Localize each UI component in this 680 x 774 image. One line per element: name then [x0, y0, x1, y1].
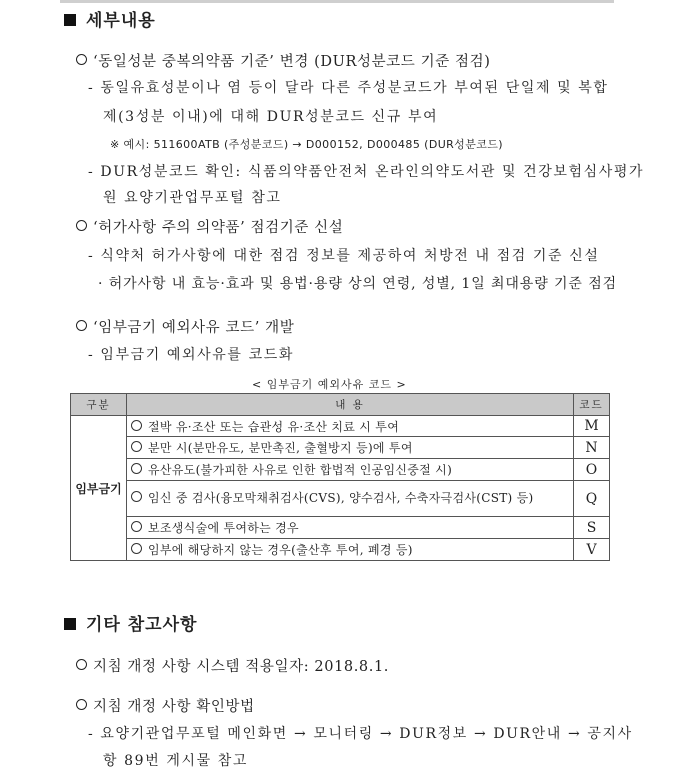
- item-detail-line: 원 요양기관업무포털 참고: [103, 190, 282, 206]
- item-title: [76, 695, 255, 716]
- item-title-text: ‘임부금기 예외사유 코드’ 개발: [93, 320, 295, 336]
- example-note: ※ 예시: 511600ATB (주성분코드) → D000152, D000485 (DUR성분코드): [110, 138, 503, 151]
- circle-icon: [131, 420, 142, 431]
- item-title: [76, 655, 389, 676]
- table-caption: < 임부금기 예외사유 코드 >: [252, 378, 407, 391]
- item-detail-line: 제(3성분 이내)에 대해 DUR성분코드 신규 부여: [103, 109, 439, 125]
- header-code: 코드: [574, 394, 610, 416]
- row-code: Q: [574, 481, 610, 517]
- item-title-text: 지침 개정 사항 확인방법: [93, 699, 255, 715]
- circle-bullet-icon: [76, 54, 87, 65]
- row-text: 보조생식술에 투여하는 경우: [148, 521, 299, 535]
- square-bullet-icon: [64, 618, 76, 630]
- top-divider: [60, 0, 614, 3]
- item-title-text: ‘허가사항 주의 의약품’ 점검기준 신설: [93, 220, 344, 236]
- row-description: [127, 481, 574, 517]
- row-text: 임신 중 검사(융모막채취검사(CVS), 양수검사, 수축자극검사(CST) 등): [148, 491, 534, 505]
- circle-icon: [131, 543, 142, 554]
- row-code: S: [574, 517, 610, 539]
- section-title: 세부내용: [86, 11, 156, 31]
- row-description: [127, 539, 574, 561]
- circle-bullet-icon: [76, 659, 87, 670]
- row-description: [127, 517, 574, 539]
- table-row: [71, 416, 610, 437]
- item-detail-line: - 요양기관업무포털 메인화면 → 모니터링 → DUR정보 → DUR안내 → 공지사: [88, 726, 633, 742]
- header-category: 구분: [71, 394, 127, 416]
- row-code: O: [574, 459, 610, 481]
- section-heading-details: [64, 6, 156, 31]
- square-bullet-icon: [64, 14, 76, 26]
- item-detail-line: - 식약처 허가사항에 대한 점검 정보를 제공하여 처방전 내 점검 기준 신설: [88, 248, 600, 264]
- row-code: N: [574, 437, 610, 459]
- header-content: 내 용: [127, 394, 574, 416]
- circle-icon: [131, 491, 142, 502]
- table-row: [71, 437, 610, 459]
- row-text: 임부에 해당하지 않는 경우(출산후 투여, 폐경 등): [148, 543, 413, 557]
- circle-bullet-icon: [76, 699, 87, 710]
- item-detail-line: · 허가사항 내 효능·효과 및 용법·용량 상의 연령, 성별, 1일 최대용량 기준 점검: [98, 276, 618, 292]
- row-code: V: [574, 539, 610, 561]
- item-title-text: ‘동일성분 중복의약품 기준’ 변경 (DUR성분코드 기준 점검): [93, 54, 491, 70]
- row-code: M: [574, 416, 610, 437]
- row-description: [127, 437, 574, 459]
- item-detail-line: - 임부금기 예외사유를 코드화: [88, 347, 294, 363]
- row-description: [127, 459, 574, 481]
- row-text: 절박 유·조산 또는 습관성 유·조산 치료 시 투여: [148, 419, 400, 434]
- section-title: 기타 참고사항: [86, 615, 198, 635]
- row-text: 유산유도(불가피한 사유로 인한 합법적 인공임신중절 시): [148, 463, 453, 477]
- section-heading-other: [64, 610, 197, 635]
- exception-code-table: [70, 393, 610, 561]
- circle-icon: [131, 463, 142, 474]
- table-row: [71, 539, 610, 561]
- row-text: 분만 시(분만유도, 분만촉진, 출혈방지 등)에 투여: [148, 441, 413, 455]
- table-row: [71, 517, 610, 539]
- table-header-row: [71, 394, 610, 416]
- item-detail-line: - DUR성분코드 확인: 식품의약품안전처 온라인의약도서관 및 건강보험심사평가: [88, 164, 645, 180]
- item-detail-line: - 동일유효성분이나 염 등이 달라 다른 주성분코드가 부여된 단일제 및 복합: [88, 80, 609, 96]
- circle-icon: [131, 521, 142, 532]
- row-description: [127, 416, 574, 437]
- circle-icon: [131, 441, 142, 452]
- circle-bullet-icon: [76, 220, 87, 231]
- table-row: [71, 459, 610, 481]
- table-row: [71, 481, 610, 517]
- item-detail-line: 항 89번 게시물 참고: [103, 753, 249, 769]
- circle-bullet-icon: [76, 320, 87, 331]
- item-title: [76, 316, 294, 337]
- item-title: [76, 50, 491, 71]
- item-title: [76, 216, 343, 237]
- item-title-text: 지침 개정 사항 시스템 적용일자: 2018.8.1.: [93, 659, 389, 675]
- category-cell: 임부금기: [71, 416, 127, 561]
